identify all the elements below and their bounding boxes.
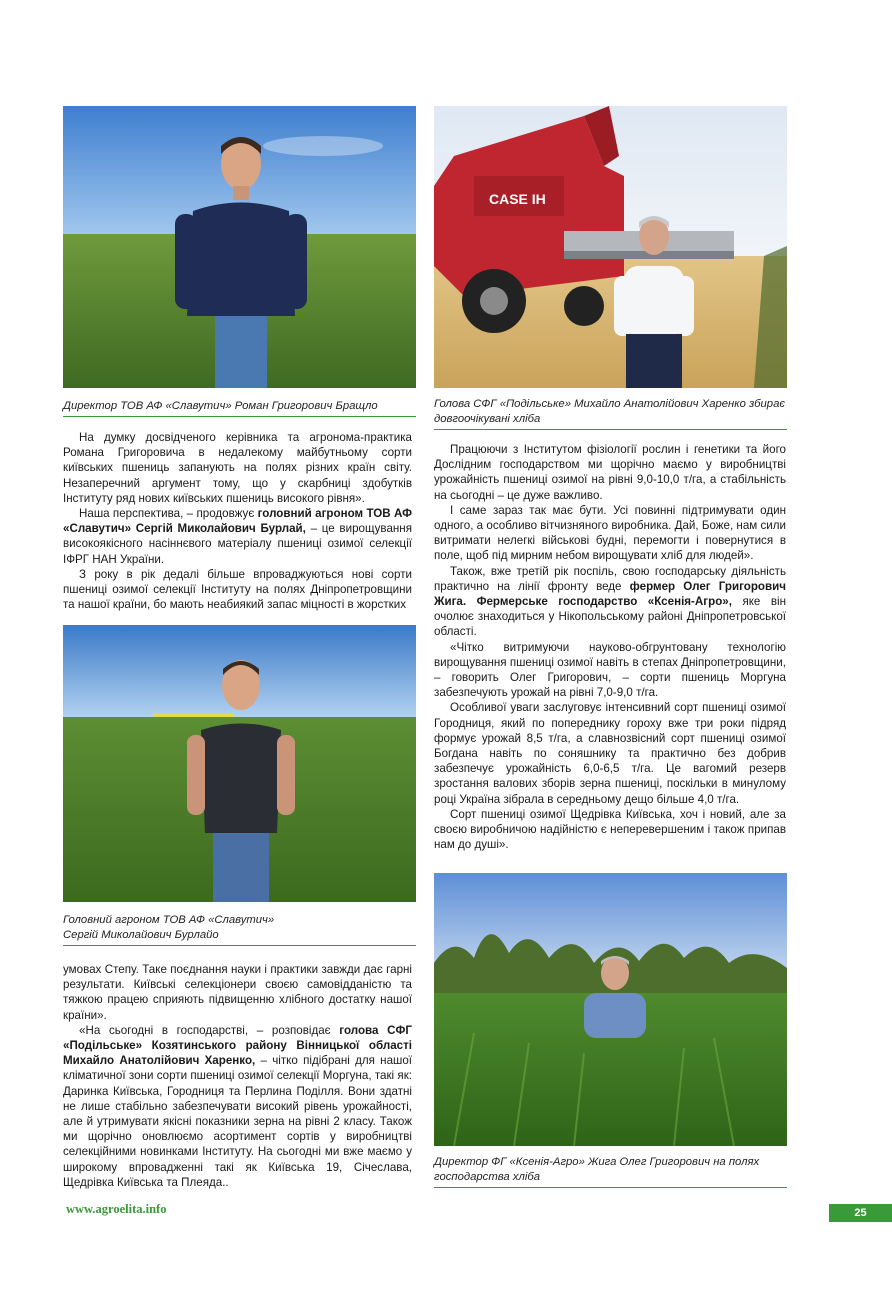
paragraph: «На сьогодні в господарстві, – розповідає голова СФГ «Подільське» Козятинського району Вінницької області Михайло Анатолійович Харенко, – чітко підібрані для нашої кліматичної зони сорти пшениці озимої селекції Моргуна, такі як: Даринка Київська, Городниця та Перлина Поділля. Вони здатні не лише стабільно забезпечувати високий рівень урожайності, але й утримувати якісні показники зерна на рівні 2 класу. Також ми щорічно оновлюємо асортимент сортів у виробництві селекційними новинками Інституту. На сьогодні ми вже маємо у широкому впровадженні такі як Київська 19, Січеслава, Щедрівка Київська та Плеяда.. [63,1023,412,1189]
photo-zhyga-field [434,873,787,1146]
paragraph: З року в рік дедалі більше впроваджуються нові сорти пшениці озимої селекції Інституту на полях Дніпропетровщини та нашої країни, бо мають неабиякий запас міцності в жорстких [63,567,412,612]
photo-harenko-combine [434,106,787,388]
paragraph: Працюючи з Інститутом фізіології рослин і генетики та його Дослідним господарством ми щорічно маємо у виробництві урожайність пшениці озимої на рівні 9,0-10,0 т/га, а стабільність на сьогодні – це дуже важливо. [434,443,786,502]
paragraph: На думку досвідченого керівника та агронома-практика Романа Григоровича в недалекому майбутньому сорти київських пшениць запанують на полях різних країн світу. Незаперечний аргумент тому, що у скарбниці здобутків Інституту ряд нових київських пшениць високого рівня». [63,431,412,505]
paragraph: Особливої уваги заслуговує інтенсивний сорт пшениці озимої Городниця, який по попереднику гороху вже три роки підряд формує урожай 8,5 т/га, а славнозвісний сорт пшениці озимої Богдана навіть по соняшнику та практично без добрив забезпечує урожайність 6,0-6,5 т/га. Це вагомий резерв зростання валових зборів зерна пшениці, поскільки в минулому році Україна зібрала в середньому дещо більше 4,0 т/га. [434,701,786,806]
paragraph: умовах Степу. Таке поєднання науки і практики завжди дає гарні результати. Київські селекціонери своєю самовідданістю та тяжкою працею сприяють підвищенню хлібного достатку нашої країни». [63,963,412,1022]
column1-text-top [63,430,412,612]
column1-text-bottom [63,962,412,1190]
paragraph: Сорт пшениці озимої Щедрівка Київська, хоч і новий, але за своєю виробничою надійністю є неперевершеним і також припав нам до душі». [434,807,786,852]
photo1-caption: Директор ТОВ АФ «Славутич» Роман Григорович Бращло [63,399,416,417]
column2-text [434,442,786,852]
photo-agronomist-burlai [63,625,416,902]
photo-director-brashlo [63,106,416,388]
combine-brand-text: CASE IH [489,191,546,207]
page-number: 25 [829,1204,892,1222]
paragraph: Наша перспектива, – продовжує головний агроном ТОВ АФ «Славутич» Сергій Миколайович Бурлай, – це вирощування високоякісного насіннєвого матеріалу пшениці озимої селекції ІФРГ НАН України. [63,507,412,566]
photo3-caption-line1: Головний агроном ТОВ АФ «Славутич» [63,914,275,926]
website-link[interactable]: www.agroelita.info [66,1202,167,1216]
photo3-caption-line2: Сергій Миколайович Бурлайо [63,929,219,941]
paragraph: Також, вже третій рік поспіль, свою господарську діяльність практично на лінії фронту веде фермер Олег Григорович Жига. Фермерське господарство «Ксенія-Агро», яке він очолює знаходиться у Нікопольському районі Дніпропетровської області. [434,564,786,639]
paragraph: І саме зараз так має бути. Усі повинні підтримувати один одного, а особливо вітчизняного виробника. Дай, Боже, нам сили витримати нелегкі військові будні, перемогти і повернутися в поле, щоб під мирним небом вирощувати хліб для людей». [434,503,786,563]
photo2-caption: Голова СФГ «Подільське» Михайло Анатолійович Харенко збирає довгоочікувані хліба [434,397,787,430]
photo3-caption [63,913,416,946]
paragraph: «Чітко витримуючи науково-обгрунтовану технологію вирощування пшениці озимої навіть в степах Дніпропетровщини, – говорить Олег Григорович, – сорти пшениць Моргуна забезпечують урожай на рівні 7,0-9,0 т/га. [434,640,786,700]
photo4-caption: Директор ФГ «Ксенія-Агро» Жига Олег Григорович на полях господарства хліба [434,1155,787,1188]
